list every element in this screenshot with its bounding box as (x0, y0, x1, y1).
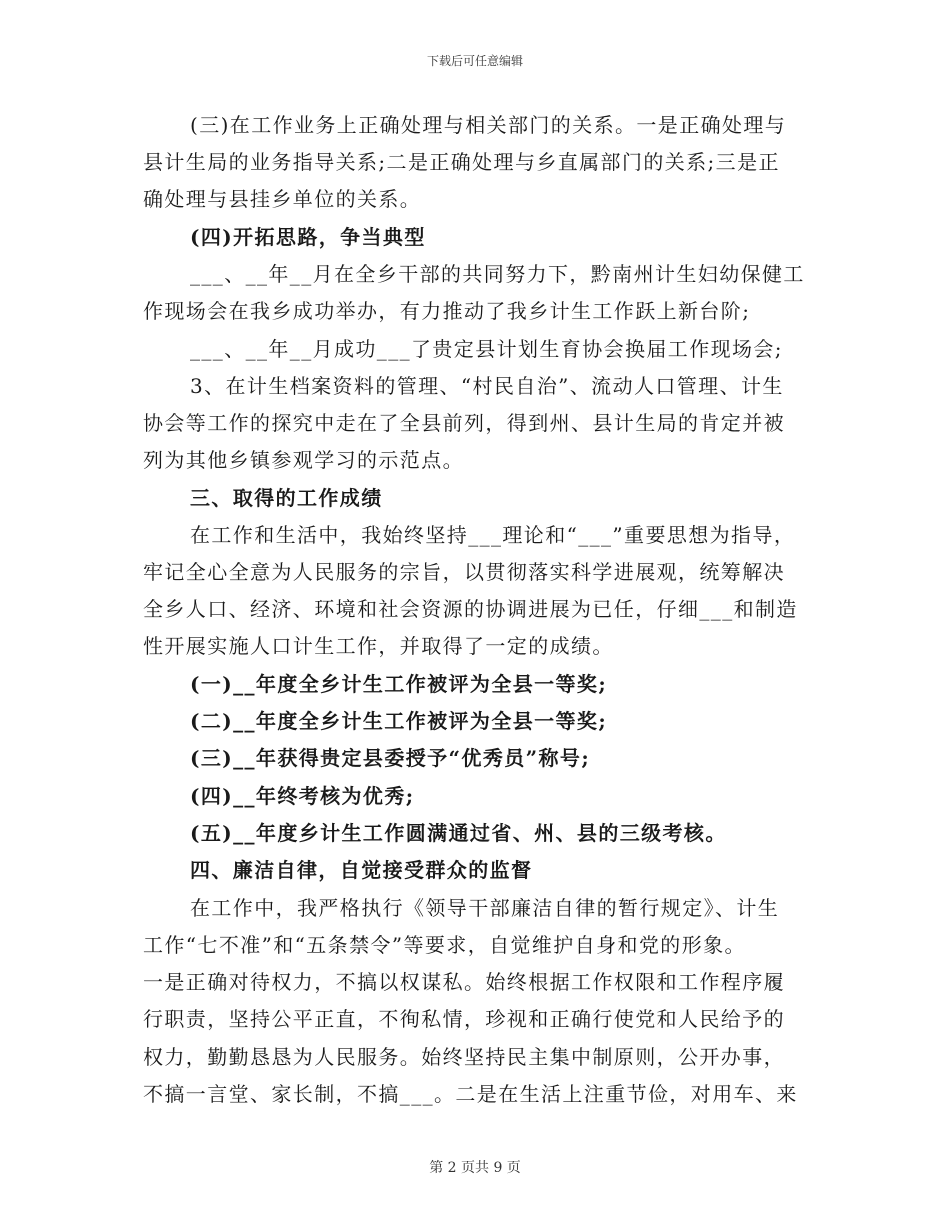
achievement-item: (二)__年度全乡计生工作被评为全县一等奖; (190, 709, 608, 733)
text-line: 列为其他乡镇参观学习的示范点。 (143, 448, 464, 472)
text-line: 全乡人口、经济、环境和社会资源的协调进展为已任，仔细___和制造 (143, 597, 798, 621)
achievement-item: (三)__年获得贵定县委授予“优秀员”称号; (190, 746, 591, 770)
text-line: 不搞一言堂、家长制，不搞___。二是在生活上注重节俭，对用车、来 (143, 1082, 798, 1106)
text-line: 确处理与县挂乡单位的关系。 (143, 187, 422, 211)
achievement-item: (五)__年度乡计生工作圆满通过省、州、县的三级考核。 (190, 821, 727, 845)
text-line: 县计生局的业务指导关系;二是正确处理与乡直属部门的关系;三是正 (143, 150, 780, 174)
achievement-item: (一)__年度全乡计生工作被评为全县一等奖; (190, 672, 608, 696)
section-heading: (四)开拓思路，争当典型 (190, 225, 426, 249)
page-header: 下载后可任意编辑 (426, 54, 523, 68)
page-footer: 第 2 页共 9 页 (429, 1160, 521, 1176)
section-heading: 三、取得的工作成绩 (190, 486, 383, 510)
text-line: 作现场会在我乡成功举办，有力推动了我乡计生工作跃上新台阶; (143, 299, 751, 323)
text-line: 在工作中，我严格执行《领导干部廉洁自律的暂行规定》、计生 (190, 896, 780, 920)
text-line: 性开展实施人口计生工作，并取得了一定的成绩。 (143, 634, 614, 658)
text-line: 工作“七不准”和“五条禁令”等要求，自觉维护自身和党的形象。 (143, 933, 746, 957)
text-line: 协会等工作的探究中走在了全县前列，得到州、县计生局的肯定并被 (143, 411, 785, 435)
text-line: ___、__年__月成功___了贵定县计划生育协会换届工作现场会; (190, 337, 783, 361)
text-line: 3、在计生档案资料的管理、“村民自治”、流动人口管理、计生 (190, 374, 784, 398)
text-line: 在工作和生活中，我始终坚持___理论和“___”重要思想为指导， (190, 523, 796, 547)
text-line: (三)在工作业务上正确处理与相关部门的关系。一是正确处理与 (190, 113, 787, 137)
achievement-item: (四)__年终考核为优秀; (190, 784, 415, 808)
text-line: 牢记全心全意为人民服务的宗旨，以贯彻落实科学进展观，统筹解决 (143, 560, 785, 584)
text-line: 行职责，坚持公平正直，不徇私情，珍视和正确行使党和人民给予的 (143, 1007, 785, 1031)
text-line: 一是正确对待权力，不搞以权谋私。始终根据工作权限和工作程序履 (143, 970, 785, 994)
section-heading: 四、廉洁自律，自觉接受群众的监督 (190, 858, 533, 882)
text-line: 权力，勤勤恳恳为人民服务。始终坚持民主集中制原则，公开办事， (143, 1045, 785, 1069)
text-line: ___、__年__月在全乡干部的共同努力下，黔南州计生妇幼保健工 (190, 262, 805, 286)
